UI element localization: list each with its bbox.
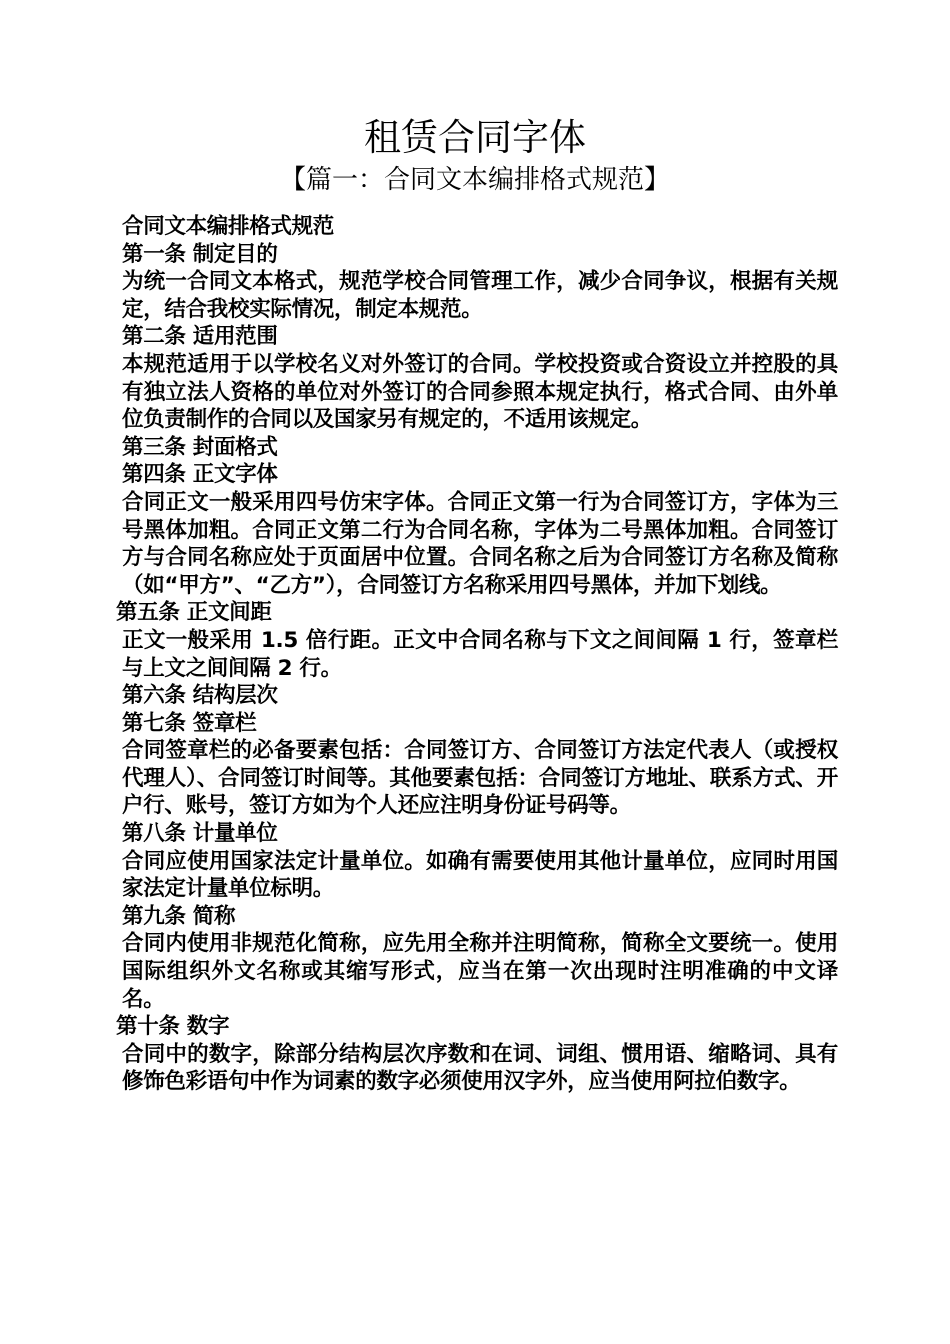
article-text-4: 合同正文一般采用四号仿宋字体。合同正文第一行为合同签订方，字体为三号黑体加粗。合同正文第二行为合同名称，字体为二号黑体加粗。合同签订方与合同名称应处于页面居中位置。合同名称之后为合同签订方名称及简称（如“甲方”、“乙方”），合同签订方名称采用四号黑体，并加下划线。 bbox=[122, 489, 838, 598]
article-heading-9: 第九条 简称 bbox=[122, 903, 236, 929]
article-text-8: 合同应使用国家法定计量单位。如确有需要使用其他计量单位，应同时用国家法定计量单位标明。 bbox=[122, 848, 838, 902]
article-text-5: 正文一般采用 1.5 倍行距。正文中合同名称与下文之间间隔 1 行，签章栏与上文之间间隔 2 行。 bbox=[122, 627, 838, 681]
article-heading-7: 第七条 签章栏 bbox=[122, 710, 257, 736]
article-text-1: 为统一合同文本格式，规范学校合同管理工作，减少合同争议，根据有关规定，结合我校实际情况，制定本规范。 bbox=[122, 269, 838, 322]
article-heading-6: 第六条 结构层次 bbox=[122, 683, 278, 709]
article-heading-8: 第八条 计量单位 bbox=[122, 821, 278, 847]
article-text-9: 合同内使用非规范化简称，应先用全称并注明简称，简称全文要统一。使用国际组织外文名称或其缩写形式，应当在第一次出现时注明准确的中文译名。 bbox=[122, 931, 838, 1012]
article-heading-3: 第三条 封面格式 bbox=[122, 434, 278, 460]
article-heading-2: 第二条 适用范围 bbox=[122, 324, 278, 350]
article-text-7: 合同签章栏的必备要素包括：合同签订方、合同签订方法定代表人（或授权代理人）、合同签订时间等。其他要素包括：合同签订方地址、联系方式、开户行、账号，签订方如为个人还应注明身份证号码等。 bbox=[122, 738, 838, 819]
document-title: 租赁合同字体 bbox=[364, 116, 586, 159]
article-heading-5: 第五条 正文间距 bbox=[116, 600, 272, 626]
article-text-10: 合同中的数字，除部分结构层次序数和在词、词组、惯用语、缩略词、具有修饰色彩语句中作为词素的数字必须使用汉字外，应当使用阿拉伯数字。 bbox=[122, 1041, 838, 1095]
article-heading-4: 第四条 正文字体 bbox=[122, 462, 278, 488]
document-subtitle: 【篇一：合同文本编排格式规范】 bbox=[279, 165, 670, 195]
article-heading-10: 第十条 数字 bbox=[116, 1014, 230, 1040]
section-heading: 合同文本编排格式规范 bbox=[122, 214, 335, 239]
document-body bbox=[116, 213, 838, 1096]
article-heading-1: 第一条 制定目的 bbox=[122, 241, 278, 267]
article-text-2: 本规范适用于以学校名义对外签订的合同。学校投资或合资设立并控股的具有独立法人资格的单位对外签订的合同参照本规定执行，格式合同、由外单位负责制作的合同以及国家另有规定的，不适用该规定。 bbox=[122, 351, 838, 433]
